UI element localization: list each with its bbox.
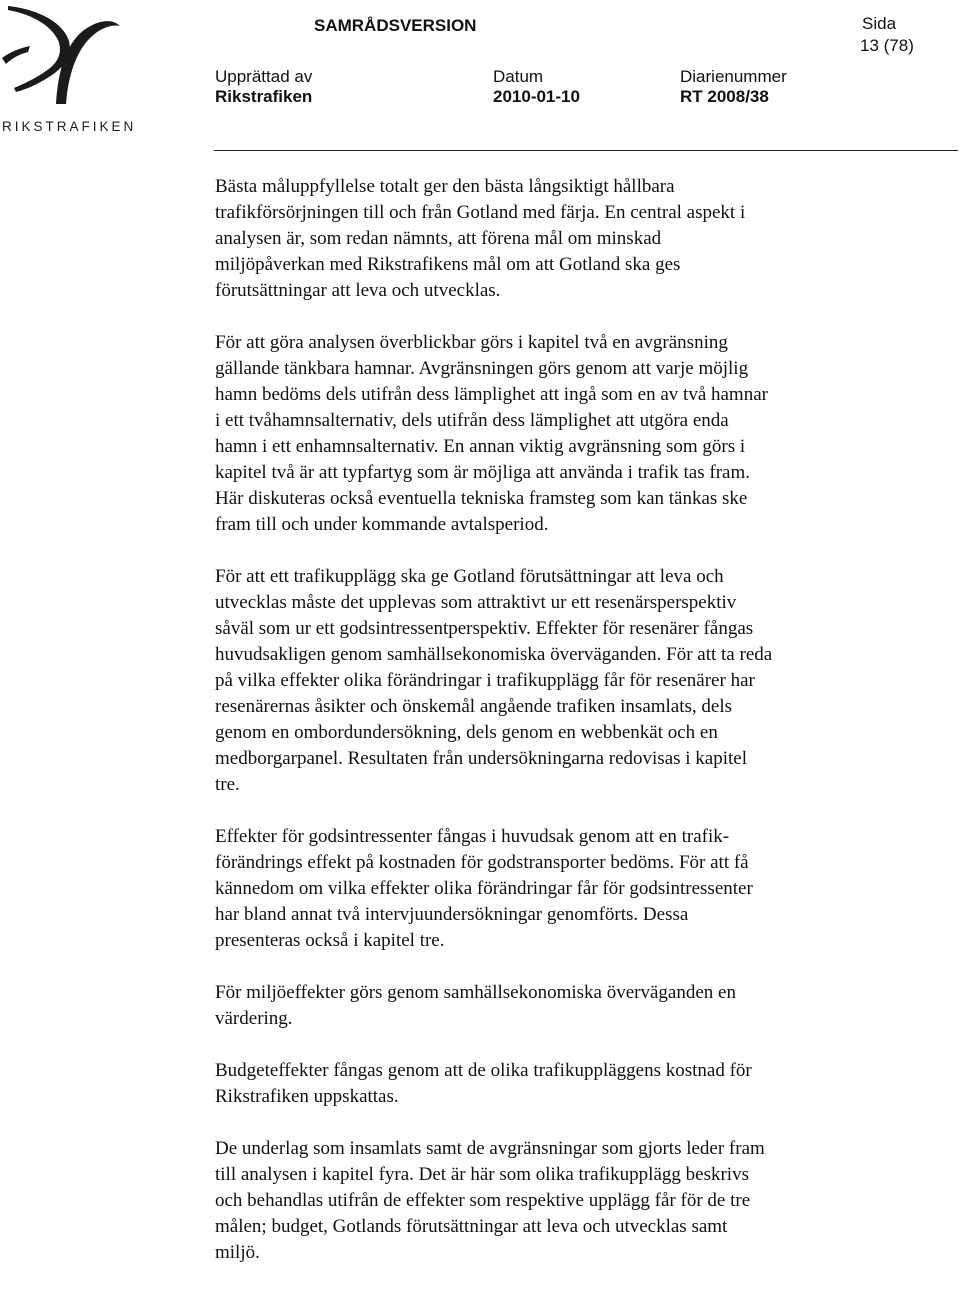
- text-line: För att ett trafikupplägg ska ge Gotland förutsättningar att leva och: [215, 566, 724, 587]
- body-text: [215, 174, 915, 1292]
- paragraph: [215, 564, 915, 798]
- text-line: utvecklas måste det upplevas som attraktivt ur ett resenärsperspektiv: [215, 592, 737, 613]
- prepared-by-label: Upprättad av: [215, 67, 313, 86]
- text-line: i ett tvåhamnsalternativ, dels utifrån dess lämplighet att utgöra enda: [215, 410, 729, 431]
- text-line: trafikförsörjningen till och från Gotland med färja. En central aspekt i: [215, 202, 746, 223]
- rikstrafiken-logo: [0, 0, 140, 140]
- paragraph: [215, 824, 915, 954]
- text-line: miljöpåverkan med Rikstrafikens mål om att Gotland ska ges: [215, 254, 681, 275]
- text-line: målen; budget, Gotlands förutsättningar att leva och utvecklas samt: [215, 1216, 728, 1237]
- text-line: Effekter för godsintressenter fångas i huvudsak genom att en trafik-: [215, 826, 730, 847]
- paragraph: [215, 174, 915, 304]
- text-line: på vilka effekter olika förändringar i trafikupplägg får för resenärer har: [215, 670, 755, 691]
- text-line: Rikstrafiken uppskattas.: [215, 1086, 399, 1107]
- text-line: Bästa måluppfyllelse totalt ger den bästa långsiktigt hållbara: [215, 176, 675, 197]
- text-line: analysen är, som redan nämnts, att förena mål om minskad: [215, 228, 662, 249]
- registration-number-value: RT 2008/38: [680, 87, 769, 106]
- text-line: till analysen i kapitel fyra. Det är här som olika trafikupplägg beskrivs: [215, 1164, 749, 1185]
- text-line: förändrings effekt på kostnaden för godstransporter bedöms. För att få: [215, 852, 749, 873]
- text-line: resenärernas åsikter och önskemål angående trafiken insamlats, dels: [215, 696, 733, 717]
- text-line: genom en ombordundersökning, dels genom en webbenkät och en: [215, 722, 718, 743]
- text-line: hamn bedöms dels utifrån dess lämplighet att ingå som en av två hamnar: [215, 384, 768, 405]
- page-label: Sida: [862, 14, 897, 33]
- page-number: 13 (78): [860, 36, 914, 55]
- text-line: har bland annat två intervjuundersökningar genomförts. Dessa: [215, 904, 689, 925]
- paragraph: [215, 330, 915, 538]
- date-value: 2010-01-10: [493, 87, 580, 106]
- text-line: och behandlas utifrån de effekter som respektive upplägg får för de tre: [215, 1190, 751, 1211]
- text-line: För att göra analysen överblickbar görs i kapitel två en avgränsning: [215, 332, 728, 353]
- paragraph: [215, 1136, 915, 1266]
- text-line: Här diskuteras också eventuella tekniska framsteg som kan tänkas ske: [215, 488, 748, 509]
- text-line: fram till och under kommande avtalsperiod.: [215, 514, 549, 535]
- text-line: såväl som ur ett godsintressentperspektiv. Effekter för resenärer fångas: [215, 618, 754, 639]
- prepared-by-value: Rikstrafiken: [215, 87, 313, 106]
- date-label: Datum: [493, 67, 544, 86]
- header-divider: [214, 150, 958, 151]
- logo-wordmark: RIKSTRAFIKEN: [2, 119, 137, 134]
- text-line: hamn i ett enhamnsalternativ. En annan viktig avgränsning som görs i: [215, 436, 746, 457]
- text-line: De underlag som insamlats samt de avgränsningar som gjorts leder fram: [215, 1138, 765, 1159]
- text-line: medborgarpanel. Resultaten från undersökningarna redovisas i kapitel: [215, 748, 748, 769]
- text-line: värdering.: [215, 1008, 293, 1029]
- text-line: Budgeteffekter fångas genom att de olika trafikuppläggens kostnad för: [215, 1060, 752, 1081]
- text-line: gällande tänkbara hamnar. Avgränsningen görs genom att varje möjlig: [215, 358, 749, 379]
- registration-number-label: Diarienummer: [680, 67, 787, 86]
- text-line: kännedom om vilka effekter olika förändringar får för godsintressenter: [215, 878, 753, 899]
- text-line: tre.: [215, 774, 240, 795]
- logo-swoosh-icon: [0, 0, 140, 120]
- text-line: presenteras också i kapitel tre.: [215, 930, 445, 951]
- document-status: SAMRÅDSVERSION: [314, 16, 477, 35]
- text-line: kapitel två är att typfartyg som är möjliga att använda i trafik tas fram.: [215, 462, 750, 483]
- text-line: För miljöeffekter görs genom samhällsekonomiska överväganden en: [215, 982, 736, 1003]
- text-line: miljö.: [215, 1242, 260, 1263]
- text-line: förutsättningar att leva och utvecklas.: [215, 280, 501, 301]
- paragraph: [215, 1058, 915, 1110]
- text-line: huvudsakligen genom samhällsekonomiska överväganden. För att ta reda: [215, 644, 773, 665]
- paragraph: [215, 980, 915, 1032]
